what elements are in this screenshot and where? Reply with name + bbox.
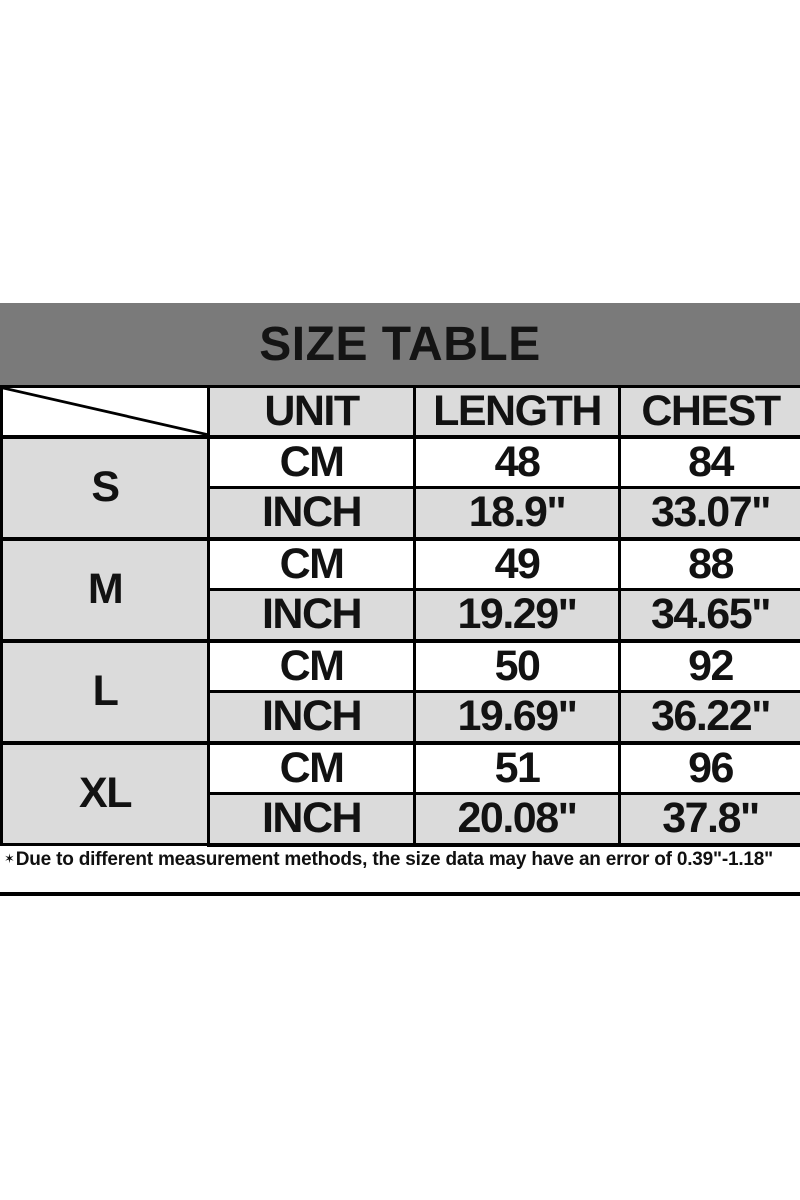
- footnote-text: Due to different measurement methods, the size data may have an error of 0.39"-1.18": [15, 849, 773, 870]
- m-chest-cm: 88: [620, 539, 800, 590]
- table-row-xl-cm: [2, 743, 800, 794]
- s-chest-cm: 84: [620, 437, 800, 488]
- footnote: [4, 849, 798, 871]
- s-length-cm: 48: [415, 437, 620, 488]
- bottom-divider: [0, 892, 800, 896]
- diagonal-line-icon: [3, 388, 207, 435]
- page-title: SIZE TABLE: [259, 317, 541, 371]
- col-header-length: LENGTH: [415, 387, 620, 437]
- unit-label-inch: INCH: [209, 692, 415, 743]
- l-chest-inch: 36.22": [620, 692, 800, 743]
- unit-label-cm: CM: [209, 743, 415, 794]
- s-chest-inch: 33.07": [620, 488, 800, 539]
- unit-label-inch: INCH: [209, 590, 415, 641]
- xl-length-cm: 51: [415, 743, 620, 794]
- table-row-s-cm: [2, 437, 800, 488]
- size-table: [0, 385, 800, 847]
- col-header-unit: UNIT: [209, 387, 415, 437]
- unit-label-cm: CM: [209, 539, 415, 590]
- table-row-l-cm: [2, 641, 800, 692]
- title-band: [0, 303, 800, 385]
- star-asterisk-icon: ✶: [4, 851, 15, 866]
- l-chest-cm: 92: [620, 641, 800, 692]
- m-length-inch: 19.29": [415, 590, 620, 641]
- xl-chest-inch: 37.8": [620, 794, 800, 845]
- xl-chest-cm: 96: [620, 743, 800, 794]
- xl-length-inch: 20.08": [415, 794, 620, 845]
- corner-cell: [2, 387, 209, 437]
- m-length-cm: 49: [415, 539, 620, 590]
- unit-label-cm: CM: [209, 437, 415, 488]
- header-row: [2, 387, 800, 437]
- size-cell-s: S: [2, 437, 209, 539]
- size-cell-xl: XL: [2, 743, 209, 845]
- l-length-inch: 19.69": [415, 692, 620, 743]
- unit-label-inch: INCH: [209, 794, 415, 845]
- size-cell-l: L: [2, 641, 209, 743]
- s-length-inch: 18.9": [415, 488, 620, 539]
- unit-label-cm: CM: [209, 641, 415, 692]
- l-length-cm: 50: [415, 641, 620, 692]
- table-row-m-cm: [2, 539, 800, 590]
- m-chest-inch: 34.65": [620, 590, 800, 641]
- col-header-chest: CHEST: [620, 387, 800, 437]
- size-cell-m: M: [2, 539, 209, 641]
- unit-label-inch: INCH: [209, 488, 415, 539]
